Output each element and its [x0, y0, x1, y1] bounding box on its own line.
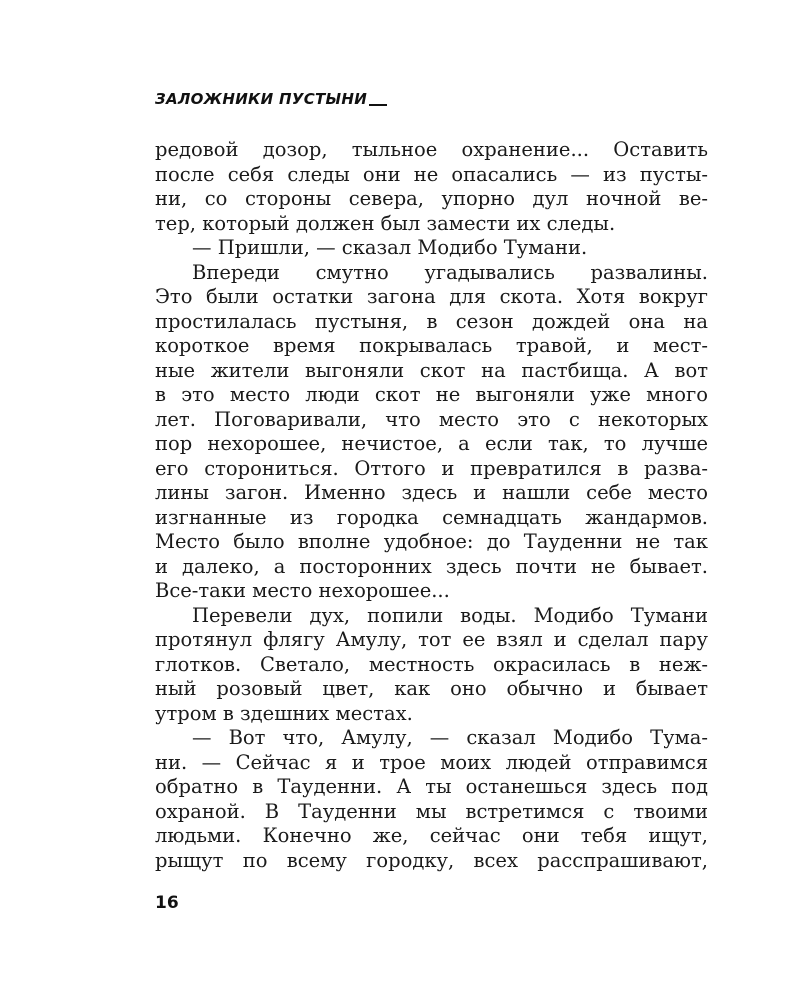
text-line: его сторониться. Оттого и превратился в разва- [155, 456, 708, 480]
text-line: и далеко, а посторонних здесь почти не бывает. [155, 554, 708, 578]
text-line: людьми. Конечно же, сейчас они тебя ищут, [155, 824, 708, 847]
text-line: Перевели дух, попили воды. Модибо Тумани [192, 603, 708, 627]
page-body-text [155, 138, 708, 873]
text-line: простилалась пустыня, в сезон дождей она на [155, 309, 708, 333]
text-line: рыщут по всему городку, всех расспрашивают, [155, 848, 708, 872]
text-line: охраной. В Тауденни мы встретимся с твоими [155, 799, 708, 823]
text-line: Впереди смутно угадывались развалины. [192, 260, 708, 284]
text-line: Место было вполне удобное: до Тауденни не так [155, 530, 708, 553]
text-line: Все-таки место нехорошее... [155, 579, 450, 602]
text-line: Это были остатки загона для скота. Хотя вокруг [155, 285, 708, 308]
text-line: обратно в Тауденни. А ты останешься здесь под [155, 775, 708, 798]
text-line: утром в здешних местах. [155, 701, 413, 725]
text-line: редовой дозор, тыльное охранение... Оставить [155, 138, 708, 161]
text-line: ни. — Сейчас я и трое моих людей отправимся [155, 750, 708, 774]
text-line: после себя следы они не опасались — из пусты- [155, 162, 708, 186]
text-line: ный розовый цвет, как оно обычно и бывает [155, 677, 708, 700]
running-header [155, 90, 387, 108]
text-line: — Вот что, Амулу, — сказал Модибо Тума- [192, 726, 708, 749]
text-line: — Пришли, — сказал Модибо Тумани. [192, 236, 588, 259]
text-line: лет. Поговаривали, что место это с некоторых [155, 407, 708, 431]
text-line: в это место люди скот не выгоняли уже много [155, 383, 708, 406]
text-line: тер, который должен был замести их следы. [155, 211, 616, 235]
text-line: глотков. Светало, местность окрасилась в неж- [155, 652, 708, 676]
book-title: ЗАЛОЖНИКИ ПУСТЫНИ [155, 90, 368, 108]
header-rule [369, 104, 387, 106]
text-line: пор нехорошее, нечистое, а если так, то лучше [155, 432, 708, 455]
text-line: изгнанные из городка семнадцать жандармов. [155, 505, 708, 529]
text-line: ные жители выгоняли скот на пастбища. А вот [155, 358, 708, 382]
text-line: короткое время покрывалась травой, и мест- [155, 334, 708, 357]
page-number: 16 [155, 893, 179, 913]
text-line: ни, со стороны севера, упорно дул ночной ве- [155, 187, 708, 210]
text-line: протянул флягу Амулу, тот ее взял и сделал пару [155, 628, 708, 651]
text-line: лины загон. Именно здесь и нашли себе место [155, 481, 708, 504]
